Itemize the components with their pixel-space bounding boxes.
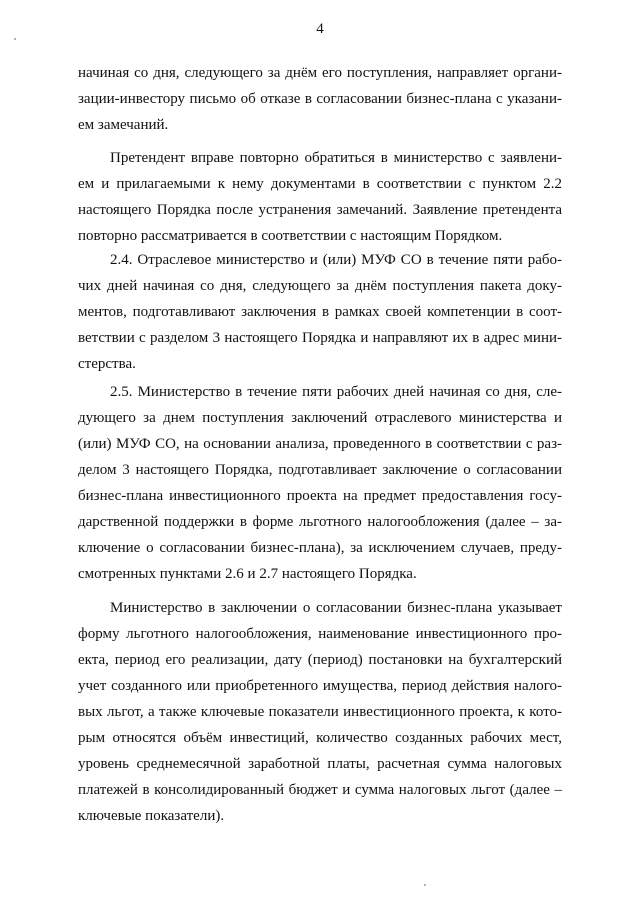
text-line: ветствии с разделом 3 настоящего Порядка и направляют их в адрес мини- bbox=[78, 330, 562, 346]
text-line: ментов, подготавливают заключения в рамках своей компетенции в соот- bbox=[78, 304, 562, 320]
text-line: ем замечаний. bbox=[78, 117, 169, 133]
text-line: дарственной поддержки в форме льготного налогообложения (далее – за- bbox=[78, 514, 562, 530]
text-line: рым относятся объём инвестиций, количество созданных рабочих мест, bbox=[78, 730, 562, 746]
scan-speck bbox=[424, 884, 426, 886]
scan-speck bbox=[14, 38, 16, 40]
text-line: форму льготного налогообложения, наименование инвестиционного про- bbox=[78, 626, 562, 642]
text-line: 2.4. Отраслевое министерство и (или) МУФ СО в течение пяти рабо- bbox=[110, 252, 562, 268]
text-line: (или) МУФ СО, на основании анализа, проведенного в соответствии с раз- bbox=[78, 436, 562, 452]
text-line: вых льгот, а также ключевые показатели инвестиционного проекта, к кото- bbox=[78, 704, 562, 720]
text-line: уровень среднемесячной заработной платы, расчетная сумма налоговых bbox=[78, 756, 562, 772]
text-line: зации-инвестору письмо об отказе в согласовании бизнес-плана с указани- bbox=[78, 91, 562, 107]
page-number: 4 bbox=[316, 21, 324, 37]
text-line: 2.5. Министерство в течение пяти рабочих дней начиная со дня, сле- bbox=[110, 384, 562, 400]
text-line: настоящего Порядка после устранения замечаний. Заявление претендента bbox=[78, 202, 562, 218]
text-line: Претендент вправе повторно обратиться в министерство с заявлени- bbox=[110, 150, 562, 166]
text-line: начиная со дня, следующего за днём его поступления, направляет органи- bbox=[78, 65, 562, 81]
text-line: дующего за днем поступления заключений отраслевого министерства и bbox=[78, 410, 562, 426]
text-line: стерства. bbox=[78, 356, 136, 372]
text-line: ем и прилагаемыми к нему документами в соответствии с пунктом 2.2 bbox=[78, 176, 562, 192]
text-line: повторно рассматривается в соответствии с настоящим Порядком. bbox=[78, 228, 503, 244]
text-line: бизнес-плана инвестиционного проекта на предмет предоставления госу- bbox=[78, 488, 562, 504]
text-line: платежей в консолидированный бюджет и сумма налоговых льгот (далее – bbox=[78, 782, 562, 798]
text-line: Министерство в заключении о согласовании бизнес-плана указывает bbox=[110, 600, 562, 616]
text-line: смотренных пунктами 2.6 и 2.7 настоящего Порядка. bbox=[78, 566, 417, 582]
text-line: чих дней начиная со дня, следующего за днём поступления пакета доку- bbox=[78, 278, 562, 294]
text-line: учет созданного или приобретенного имущества, период действия налого- bbox=[78, 678, 562, 694]
text-line: екта, период его реализации, дату (период) постановки на бухгалтерский bbox=[78, 652, 562, 668]
text-line: делом 3 настоящего Порядка, подготавливает заключение о согласовании bbox=[78, 462, 562, 478]
text-line: ключение о согласовании бизнес-плана), за исключением случаев, преду- bbox=[78, 540, 562, 556]
text-line: ключевые показатели). bbox=[78, 808, 225, 824]
